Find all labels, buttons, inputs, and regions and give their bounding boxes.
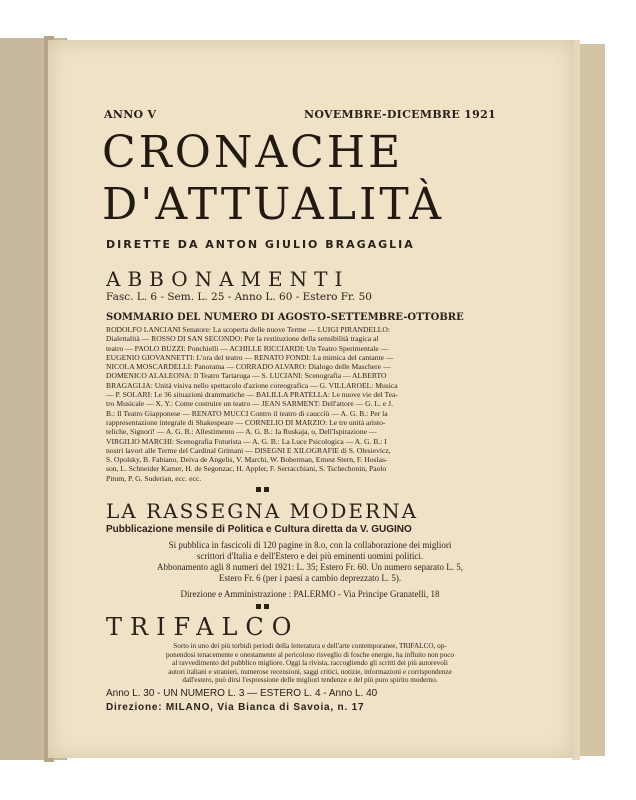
magazine-cover-page — [48, 40, 574, 758]
ornament-square — [264, 487, 269, 492]
rassegna-line: Abbonamento agli 8 numeri del 1921: L. 35; Estero Fr. 60. Un numero separato L. 5, — [157, 562, 463, 572]
rassegna-direzione: Direzione e Amministrazione : PALERMO - Via Principe Granatelli, 18 — [180, 589, 440, 599]
sommario-line: teatro — PAOLO BUZZI: Ponchielli — ACHILLE RICCIARDI: Un Teatro Sperimentale — — [106, 343, 389, 353]
trifalco-body — [98, 642, 522, 685]
trifalco-line: ponendosi tenacemente e onestamente al pericoloso risveglio di fosche energie, ha influito non poco — [165, 650, 455, 659]
sommario-line: Dialettalità — ROSSO DI SAN SECONDO: Per la restituzione della sensibilità tragica al — [106, 334, 379, 344]
sommario-line: EUGENIO GIOVANNETTI: L'ora del teatro — RENATO FONDI: La mimica del cantante — — [106, 352, 394, 362]
trifalco-direzione: Direzione: MILANO, Via Bianca di Savoia, n. 17 — [106, 702, 365, 713]
trifalco-line: al ravvedimento del pubblico migliore. Oggi la rivista, raccogliendo gli scritti dei più autorevoli — [172, 659, 448, 668]
page-edge — [578, 44, 605, 756]
sommario-line: Pitum, P. G. Suderian, ecc. ecc. — [106, 473, 202, 483]
sommario-line: son, L. Schneider Kamer, H. de Segonzac, H. Appler, F. Serracchiani, S. Tschechonin, Paolo — [106, 464, 387, 474]
sommario-line: nostri lavori alle Terme del Cardinal Grimani — DISEGNI E XILOGRAFIE di S. Olesievicz, — [106, 445, 391, 455]
sommario-line: BRAGAGLIA: Unità visiva nello spettacolo d'azione coreografica — G. VILLAROEL: Musica — [106, 380, 398, 390]
trifalco-heading: TRIFALCO — [106, 613, 300, 641]
rassegna-line: Si pubblica in fascicoli di 120 pagine in 8.o, con la collaborazione dei migliori — [168, 540, 452, 550]
sommario-line: DOMENICO ALALEONA: Il Teatro Tartaruga — S. LUCIANI: Scenografia — ALBERTO — [106, 371, 387, 381]
title-line-1: CRONACHE — [102, 127, 404, 178]
rassegna-line: scrittori d'Italia e dell'Estero e dei più eminenti uomini politici. — [196, 551, 424, 561]
trifalco-line: dall'estero, può dirsi l'espressione delle migliori tendenze e del più puro spirito moderno. — [182, 676, 438, 685]
issue-date: NOVEMBRE-DICEMBRE 1921 — [304, 108, 496, 121]
sommario-body — [106, 325, 516, 483]
sommario-line: tro Musicale — X. Y.: Come costruire un teatro — JEAN SARMENT: Dell'attore — G. L. e J. — [106, 399, 393, 409]
sommario-heading: SOMMARIO DEL NUMERO DI AGOSTO-SETTEMBRE-OTTOBRE — [106, 312, 464, 323]
rassegna-body — [98, 540, 522, 584]
ornament-square — [256, 487, 261, 492]
abbonamenti-heading: ABBONAMENTI — [106, 267, 350, 291]
issue-year: ANNO V — [104, 108, 157, 121]
sommario-line: VIRGILIO MARCHI: Scenografia Futurista — A. G. B.: La Luce Psicologica — A. G. B.: I — [106, 436, 387, 446]
sommario-line: NICOLA MOSCARDELLI: Panorama — CORRADO ALVARO: Dialogo delle Maschere — — [106, 362, 391, 372]
trifalco-line: autori italiani e stranieri, numerose recensioni, saggi critici, notizie, informazioni e corrispondenze — [168, 667, 452, 676]
sommario-line: — P. SOLARI: Le 36 situazioni drammatiche — BALILLA PRATELLA: Le nuove vie del Tea- — [106, 390, 398, 400]
ornament-square — [264, 604, 269, 609]
rassegna-tagline: Pubblicazione mensile di Politica e Cultura diretta da V. GUGINO — [106, 524, 412, 535]
sommario-line: teliche, Signori! — A. G. B.: Allestimento — A. G. B.: Ja Ruskaja, o, Dell'Ispirazione — — [106, 427, 377, 437]
sommario-line: RODOLFO LANCIANI Senatore: La scoperta delle nuove Terme — LUIGI PIRANDELLO: — [106, 325, 391, 334]
ornament-square — [256, 604, 261, 609]
trifalco-prices: Anno L. 30 - UN NUMERO L. 3 — ESTERO L. 4 - Anno L. 40 — [106, 688, 378, 699]
sommario-line: B.: Il Teatro Giapponese — RENATO MUCCI Contro il teatro di cauccìù — A. G. B.: Per la — [106, 408, 388, 418]
sommario-line: rappresentazione integrale di Shakespeare — CORNELIO DI MARZIO: Le tre unità aristo- — [106, 417, 386, 427]
title-line-2: D'ATTUALITÀ — [102, 179, 445, 230]
subscription-prices: Fasc. L. 6 - Sem. L. 25 - Anno L. 60 - Estero Fr. 50 — [106, 291, 372, 303]
editor-line: DIRETTE DA ANTON GIULIO BRAGAGLIA — [106, 238, 415, 251]
trifalco-line: Sorto in uno dei più torbidi periodi della letteratura e dell'arte contemporanee, TRIFALCO, op- — [173, 642, 447, 650]
sommario-line: S. Opolsky, B. Fabiano, Deiva de Angelis, V. Marchi, W. Boberman, Ernest Stern, F. Hoslas- — [106, 455, 388, 465]
rassegna-line: Estero Fr. 6 (per i paesi a cambio deprezzato L. 5). — [218, 573, 402, 583]
rassegna-heading: LA RASSEGNA MODERNA — [106, 499, 419, 523]
